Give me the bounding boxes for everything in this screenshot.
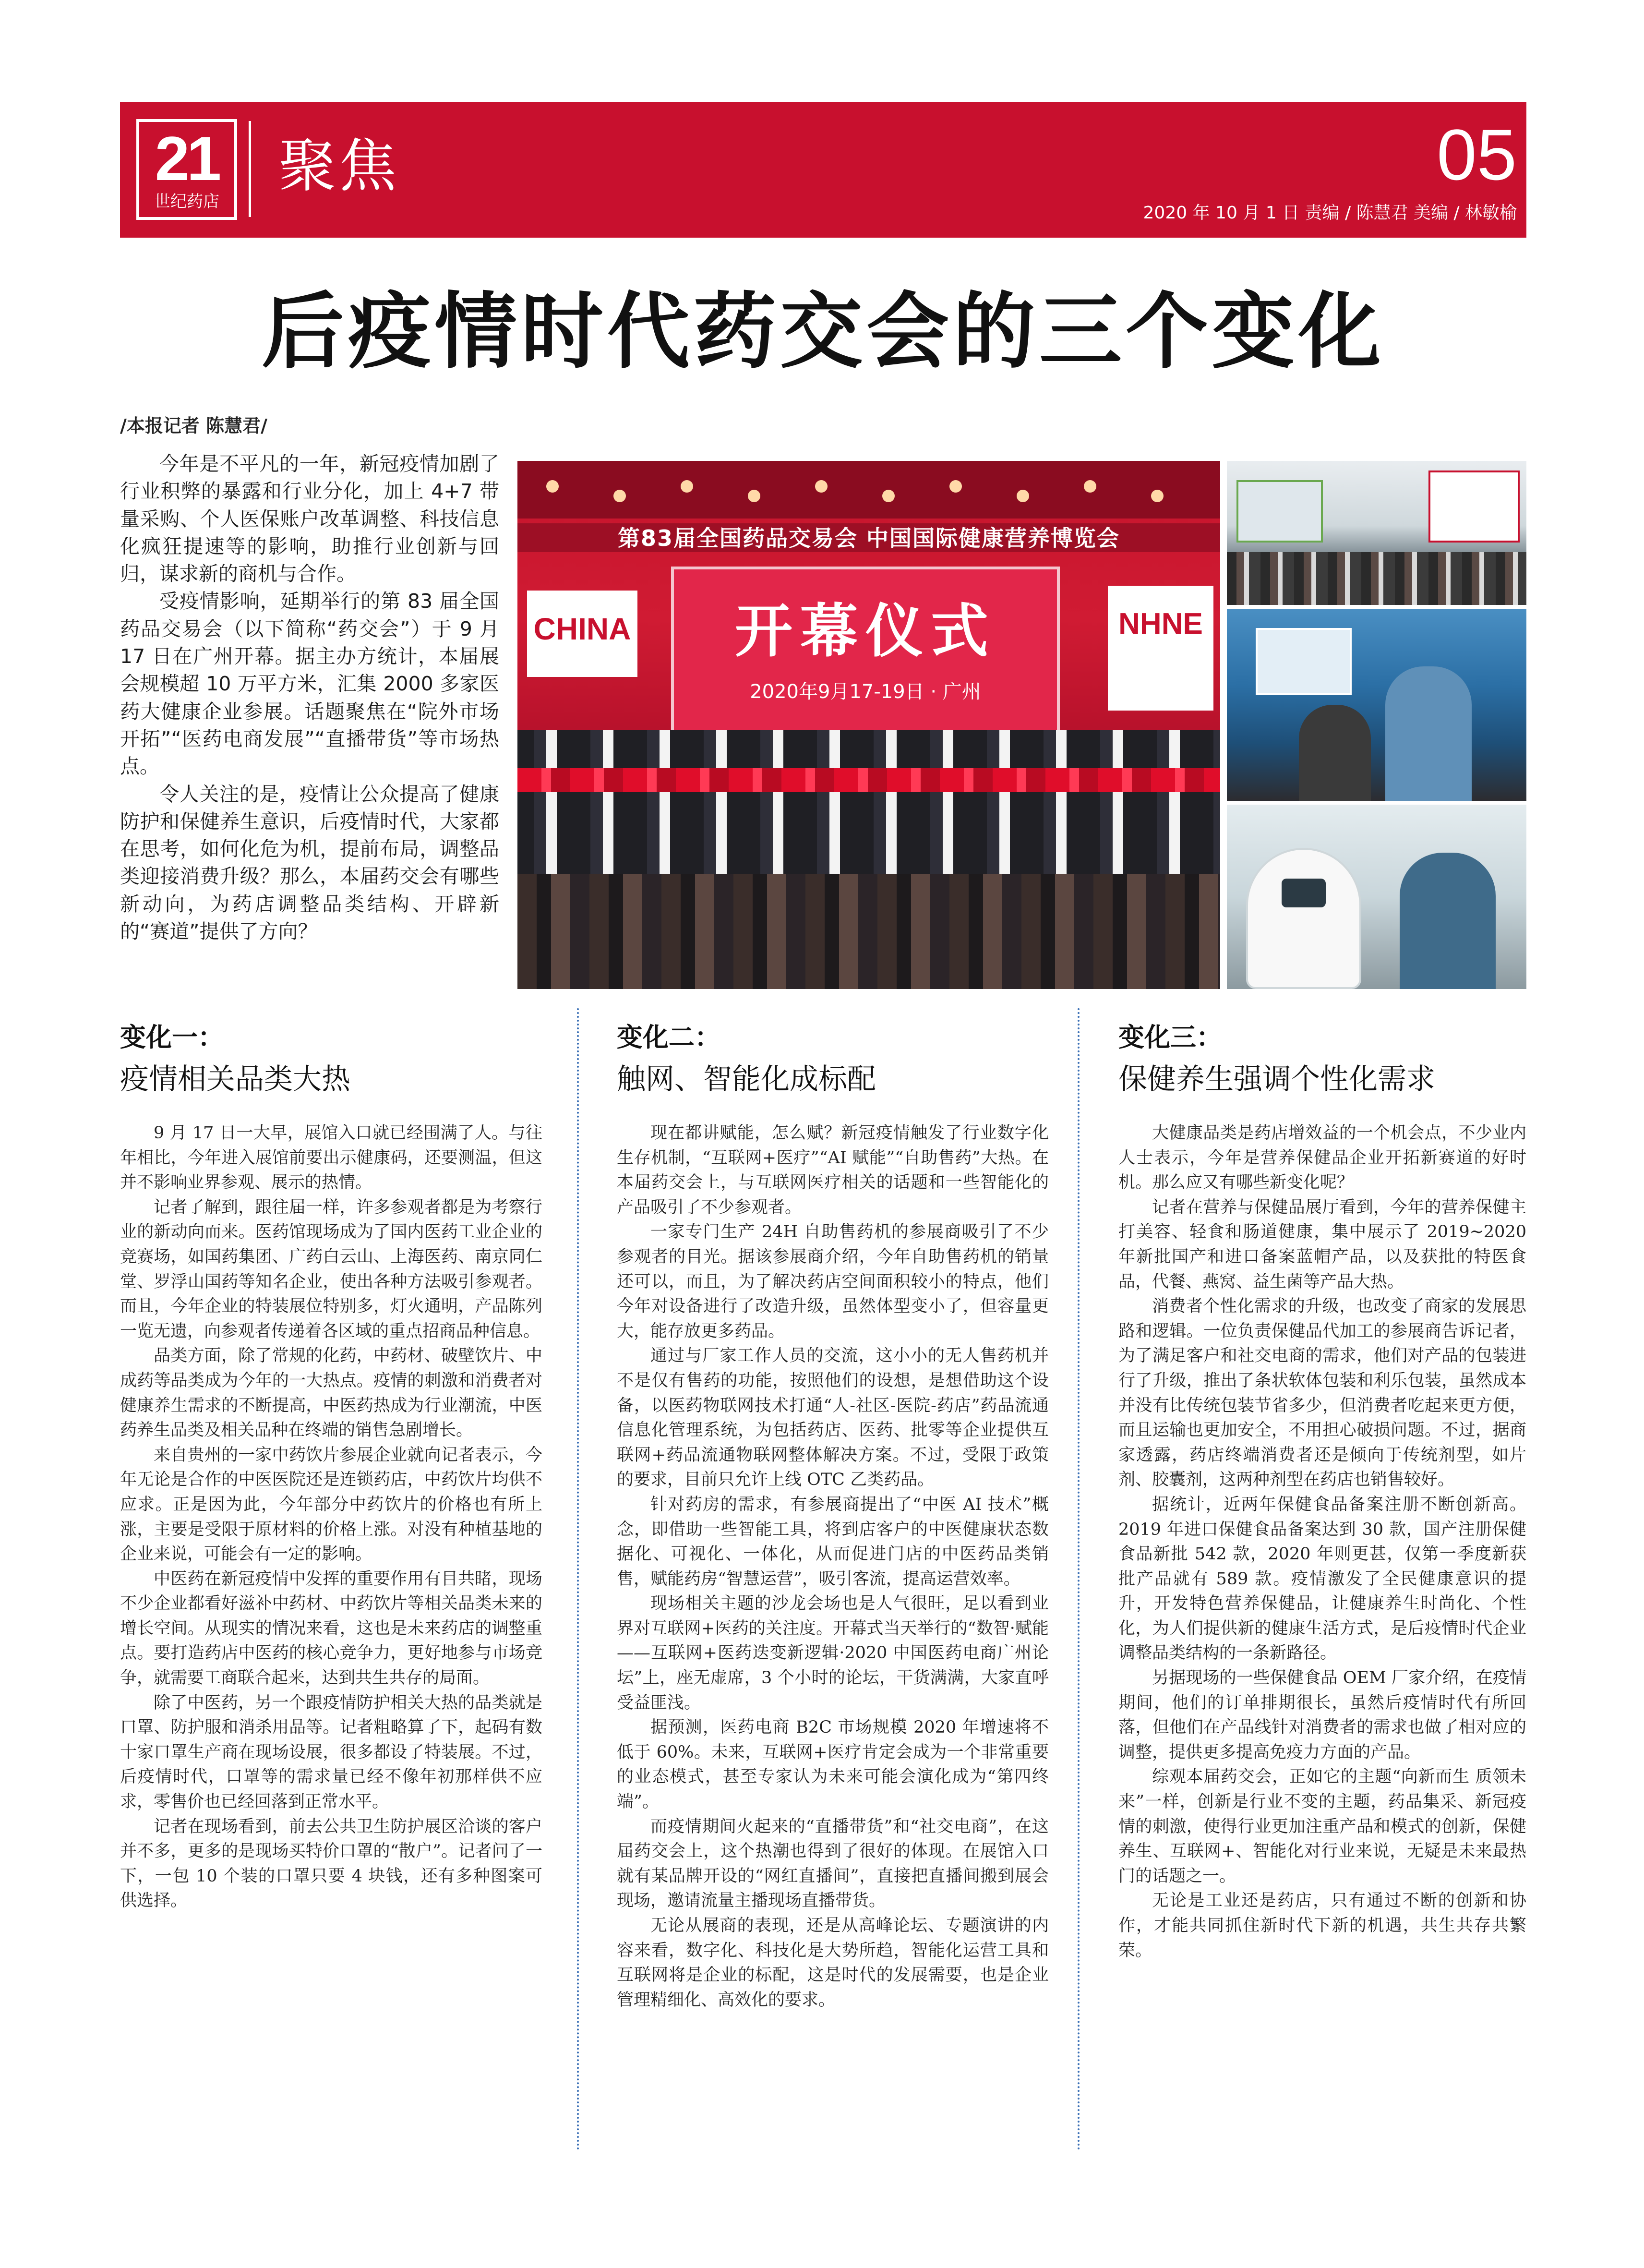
- issue-date-editors: 2020 年 10 月 1 日 责编 / 陈慧君 美编 / 林敏榆: [1143, 203, 1517, 223]
- byline: /本报记者 陈慧君/: [120, 415, 267, 436]
- column-divider: [577, 1008, 579, 2151]
- ceremony-title: 开幕仪式: [735, 598, 996, 665]
- opening-ceremony-photo: [517, 461, 1220, 989]
- visitor-crowd: [1227, 552, 1526, 605]
- logo-number: 21: [155, 123, 219, 193]
- section-title: 保健养生强调个性化需求: [1118, 1062, 1435, 1096]
- visitor: [1400, 853, 1496, 989]
- visitor: [1385, 666, 1472, 801]
- body-paragraph: 无论从展商的表现，还是从高峰论坛、专题演讲的内容来看，数字化、科技化是大势所趋，智能化运营工具和互联网将是企业的标配，这是时代的发展需要，也是企业管理精细化、高效化的要求。: [617, 1916, 1049, 2010]
- body-paragraph: 现场相关主题的沙龙会场也是人气很旺，足以看到业界对互联网+医药的关注度。开幕式当天举行的“数智·赋能——互联网+医药迭变新逻辑·2020 中国医药电商广州论坛”上，座无虚席，3 个小时的论坛，干货满满，大家直呼受益匪浅。: [617, 1594, 1049, 1713]
- article-headline: 后疫情时代药交会的三个变化: [262, 282, 1385, 380]
- intro-paragraph: 今年是不平凡的一年，新冠疫情加剧了行业积弊的暴露和行业分化，加上 4+7 带量采购、个人医保账户改革调整、科技信息化疯狂提速等的影响，助推行业创新与回归，谋求新的商机与合作。: [120, 452, 499, 586]
- section-heading-3: [1118, 1021, 1526, 1098]
- body-paragraph: 中医药在新冠疫情中发挥的重要作用有目共睹，现场不少企业都看好滋补中药材、中药饮片等相关品类未来的增长空间。从现实的情况来看，这也是未来药店的调整重点。要打造药店中医药的核心竞争力，更好地参与市场竞争，就需要工商联合起来，达到共生共存的局面。: [120, 1569, 542, 1688]
- left-sign-board: [527, 591, 637, 677]
- fair-banner-text: 第83届全国药品交易会 中国国际健康营养博览会: [617, 525, 1120, 551]
- robot-screen: [1282, 879, 1326, 907]
- red-ribbon: [517, 768, 1220, 792]
- section-heading-1: [120, 1021, 542, 1098]
- body-paragraph: 品类方面，除了常规的化药，中药材、破壁饮片、中成药等品类成为今年的一大热点。疫情的刺激和消费者对健康养生需求的不断提高，中医药热成为行业潮流，中医药养生品类及相关品种在终端的销售急剧增长。: [120, 1346, 542, 1440]
- page-number: 05: [1437, 114, 1517, 195]
- body-paragraph: 记者了解到，跟往届一样，许多参观者都是为考察行业的新动向而来。医药馆现场成为了国内医药工业企业的竞赛场，如国药集团、广药白云山、上海医药、南京同仁堂、罗浮山国药等知名企业，使出各种方法吸引参观者。而且，今年企业的特装展位特别多，灯火通明，产品陈列一览无遗，向参观者传递着各区域的重点招商品种信息。: [120, 1197, 542, 1341]
- body-paragraph: 而疫情期间火起来的“直播带货”和“社交电商”，在这届药交会上，这个热潮也得到了很好的体现。在展馆入口就有某品牌开设的“网红直播间”，直接把直播间搬到展会现场，邀请流量主播现场直播带货。: [617, 1817, 1049, 1911]
- section-body-1: [120, 1121, 542, 1914]
- logo-name: 世纪药店: [154, 192, 219, 211]
- section-body-2: [617, 1121, 1049, 2013]
- body-paragraph: 另据现场的一些保健食品 OEM 厂家介绍，在疫情期间，他们的订单排期很长，虽然后疫情时代有所回落，但他们在产品线针对消费者的需求也做了相对应的调整，提供更多提高免疫力方面的产品。: [1118, 1668, 1526, 1762]
- guests-row: [517, 730, 1220, 874]
- right-sign-board: [1108, 586, 1213, 711]
- service-robot: [1246, 848, 1361, 989]
- booth-visitors-photo: [1227, 609, 1526, 801]
- intro-text: [120, 450, 499, 945]
- audience-crowd: [517, 874, 1220, 989]
- section-label: 变化一：: [120, 1022, 224, 1052]
- intro-paragraph: 令人关注的是，疫情让公众提高了健康防护和保健养生意识，后疫情时代，大家都在思考，如何化危为机，提前布局，调整品类迎接消费升级？那么，本届药交会有哪些新动向，为药店调整品类结构、开辟新的“赛道”提供了方向？: [120, 782, 499, 943]
- body-paragraph: 记者在现场看到，前去公共卫生防护展区洽谈的客户并不多，更多的是现场买特价口罩的“散户”。记者问了一下，一包 10 个装的口罩只要 4 块钱，还有多种图案可供选择。: [120, 1817, 542, 1911]
- body-paragraph: 除了中医药，另一个跟疫情防护相关大热的品类就是口罩、防护服和消杀用品等。记者粗略算了下，起码有数十家口罩生产商在现场设展，很多都设了特装展。不过，后疫情时代，口罩等的需求量已经不像年初那样供不应求，零售价也已经回落到正常水平。: [120, 1693, 542, 1812]
- section-title: 触网、智能化成标配: [617, 1062, 876, 1096]
- ceremony-date: 2020年9月17-19日 · 广州: [750, 681, 981, 703]
- header-divider: [249, 121, 251, 217]
- section-title: 聚焦: [278, 133, 399, 200]
- body-paragraph: 来自贵州的一家中药饮片参展企业就向记者表示，今年无论是合作的中医医院还是连锁药店，中药饮片均供不应求。正是因为此，今年部分中药饮片的价格也有所上涨，主要是受限于原材料的价格上涨。对没有种植基地的企业来说，可能会有一定的影响。: [120, 1445, 542, 1564]
- page-header: [120, 102, 1526, 238]
- section-label: 变化三：: [1118, 1022, 1222, 1052]
- body-paragraph: 综观本届药交会，正如它的主题“向新而生 质领未来”一样，创新是行业不变的主题，药品集采、新冠疫情的刺激，使得行业更加注重产品和模式的创新，保健养生、互联网+、智能化对行业来说，无疑是未来最热门的话题之一。: [1118, 1767, 1526, 1886]
- section-body-3: [1118, 1121, 1526, 1963]
- section-heading-2: [617, 1021, 1049, 1098]
- visitor: [1299, 705, 1371, 801]
- exhibition-hall-photo: [1227, 461, 1526, 605]
- booth: [1428, 470, 1520, 543]
- body-paragraph: 9 月 17 日一大早，展馆入口就已经围满了人。与往年相比，今年进入展馆前要出示健康码，还要测温，但这并不影响业界参观、展示的热情。: [120, 1123, 542, 1193]
- body-paragraph: 大健康品类是药店增效益的一个机会点，不少业内人士表示，今年是营养保健品企业开拓新赛道的好时机。那么应又有哪些新变化呢？: [1118, 1123, 1526, 1193]
- newspaper-logo: [136, 119, 237, 220]
- section-title: 疫情相关品类大热: [120, 1062, 350, 1096]
- section-label: 变化二：: [617, 1022, 720, 1052]
- body-paragraph: 通过与厂家工作人员的交流，这小小的无人售药机并不是仅有售药的功能，按照他们的设想，是想借助这个设备，以医药物联网技术打通“人-社区-医院-药店”药品流通信息化管理系统，为包括药店、医药、批零等企业提供互联网+药品流通物联网整体解决方案。不过，受限于政策的要求，目前只允许上线 OTC 乙类药品。: [617, 1346, 1049, 1490]
- left-sign-text: CHINA: [533, 612, 631, 646]
- ceiling-lights: [517, 461, 1220, 519]
- booth: [1236, 480, 1323, 543]
- body-paragraph: 据统计，近两年保健食品备案注册不断创新高。2019 年进口保健食品备案达到 30 款，国产注册保健食品新批 542 款，2020 年则更甚，仅第一季度新获批产品就有 589 款。疫情激发了全民健康意识的提升，开发特色营养保健品，让健康养生时尚化、个性化，为人们提供新的健康生活方式，是后疫情时代企业调整品类结构的一条新路径。: [1118, 1495, 1526, 1663]
- display-screen: [1256, 628, 1352, 695]
- body-paragraph: 针对药房的需求，有参展商提出了“中医 AI 技术”概念，即借助一些智能工具，将到店客户的中医健康状态数据化、可视化、一体化，从而促进门店的中医药品类销售，赋能药房“智慧运营”，吸引客流，提高运营效率。: [617, 1495, 1049, 1589]
- body-paragraph: 记者在营养与保健品展厅看到，今年的营养保健主打美容、轻食和肠道健康，集中展示了 2019~2020 年新批国产和进口备案蓝帽产品，以及获批的特医食品，代餐、燕窝、益生菌等产品大热。: [1118, 1197, 1526, 1291]
- body-paragraph: 无论是工业还是药店，只有通过不断的创新和协作，才能共同抓住新时代下新的机遇，共生共存共繁荣。: [1118, 1891, 1526, 1960]
- body-paragraph: 消费者个性化需求的升级，也改变了商家的发展思路和逻辑。一位负责保健品代加工的参展商告诉记者，为了满足客户和社交电商的需求，他们对产品的包装进行了升级，推出了条状软体包装和利乐包装，虽然成本并没有比传统包装节省多少，但消费者吃起来更方便，而且运输也更加安全，不用担心破损问题。不过，据商家透露，药店终端消费者还是倾向于传统剂型，如片剂、胶囊剂，这两种剂型在药店也销售较好。: [1118, 1297, 1526, 1490]
- smart-device-photo: [1227, 805, 1526, 989]
- right-sign-text: NHNE: [1118, 607, 1203, 640]
- column-divider: [1078, 1008, 1080, 2151]
- body-paragraph: 一家专门生产 24H 自助售药机的参展商吸引了不少参观者的目光。据该参展商介绍，今年自助售药机的销量还可以，而且，为了解决药店空间面积较小的特点，他们今年对设备进行了改造升级，虽然体型变小了，但容量更大，能存放更多药品。: [617, 1222, 1049, 1341]
- intro-paragraph: 受疫情影响，延期举行的第 83 届全国药品交易会（以下简称“药交会”）于 9 月 17 日在广州开幕。据主办方统计，本届展会规模超 10 万平方米，汇集 2000 多家医药大健康企业参展。话题聚焦在“院外市场开拓”“医药电商发展”“直播带货”等市场热点。: [120, 590, 499, 778]
- body-paragraph: 现在都讲赋能，怎么赋？新冠疫情触发了行业数字化生存机制，“互联网+医疗”“AI 赋能”“自助售药”大热。在本届药交会上，与互联网医疗相关的话题和一些智能化的产品吸引了不少参观者。: [617, 1123, 1049, 1217]
- body-paragraph: 据预测，医药电商 B2C 市场规模 2020 年增速将不低于 60%。未来，互联网+医疗肯定会成为一个非常重要的业态模式，甚至专家认为未来可能会演化成为“第四终端”。: [617, 1718, 1049, 1812]
